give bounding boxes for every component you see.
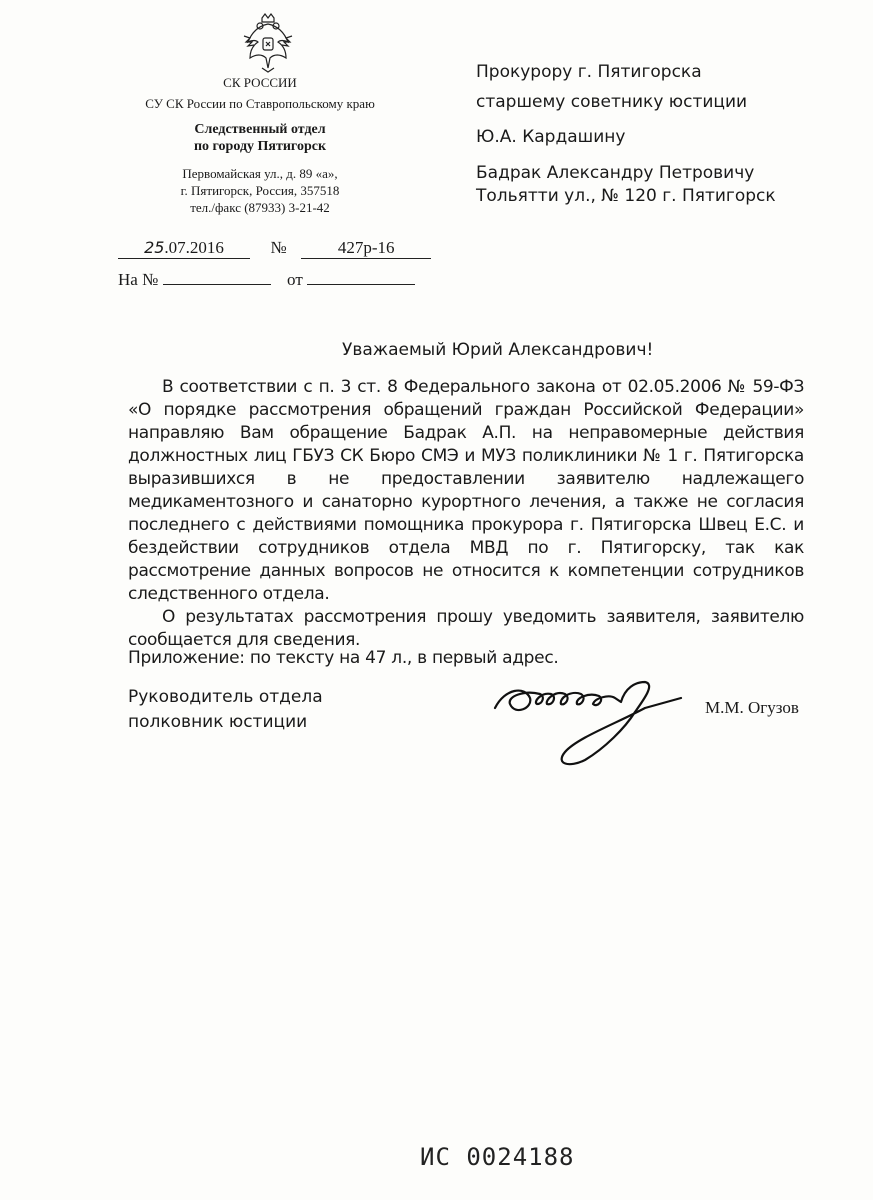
reply-from-label: от [287,270,303,289]
unit-phone: тел./факс (87933) 3-21-42 [190,200,330,215]
department-name: СУ СК России по Ставропольскому краю [145,96,375,111]
registration-date [118,238,250,259]
letter-body [128,376,804,652]
unit-name-line2: по городу Пятигорск [193,139,327,154]
reply-reference-row [118,270,415,290]
reply-number-label: На № [118,270,159,289]
addressee-line3: Ю.А. Кардашину [476,127,626,147]
unit-name-line1: Следственный отдел [194,122,326,137]
body-paragraph-2: О результатах рассмотрения прошу уведомить заявителя, заявителю сообщается для сведения. [128,607,804,650]
coat-of-arms-icon [240,12,296,74]
salutation: Уважаемый Юрий Александрович! [342,340,654,360]
signatory-position-line1: Руководитель отдела [128,687,323,707]
date-day-handwritten: 25 [144,238,165,257]
body-paragraph-1: В соответствии с п. 3 ст. 8 Федерального закона от 02.05.2006 № 59-ФЗ «О порядке рассмотрения обращений граждан Российской Федерации» направляю Вам обращение Бадрак А.П. на неправомерные действия должностных лиц ГБУЗ СК Бюро СМЭ и МУЗ поликлиники № 1 г. Пятигорска выразившихся в не предоставлении заявителю надлежащего медикаментозного и санаторно курортного лечения, а также не согласия последнего с действиями помощника прокурора г. Пятигорска Швец Е.С. и бездействии сотрудников отдела МВД по г. Пятигорску, так как рассмотрение данных вопросов не относится к компетенции сотрудников следственного отдела. [128,377,804,604]
reply-date-blank [307,270,415,285]
addressee-line5: Тольятти ул., № 120 г. Пятигорск [476,186,776,206]
document-serial-number: ИС 0024188 [420,1143,575,1171]
signatory-name: М.М. Огузов [705,698,799,717]
unit-address-line2: г. Пятигорск, Россия, 357518 [180,183,340,198]
registration-number: 427р-16 [301,238,431,259]
date-month-year: .07.2016 [164,238,224,257]
registration-date-row [118,238,431,259]
handwritten-signature [485,668,685,768]
attachment-note: Приложение: по тексту на 47 л., в первый адрес. [128,648,559,668]
agency-name: СК РОССИИ [223,75,297,90]
addressee-line4: Бадрак Александру Петровичу [476,163,755,183]
addressee-line2: старшему советнику юстиции [476,92,748,112]
addressee-line1: Прокурору г. Пятигорска [476,62,702,82]
number-label: № [270,238,287,257]
signatory-position-line2: полковник юстиции [128,712,308,732]
unit-address-line1: Первомайская ул., д. 89 «а», [182,166,338,181]
reply-number-blank [163,270,271,285]
signatory-position [128,685,323,735]
